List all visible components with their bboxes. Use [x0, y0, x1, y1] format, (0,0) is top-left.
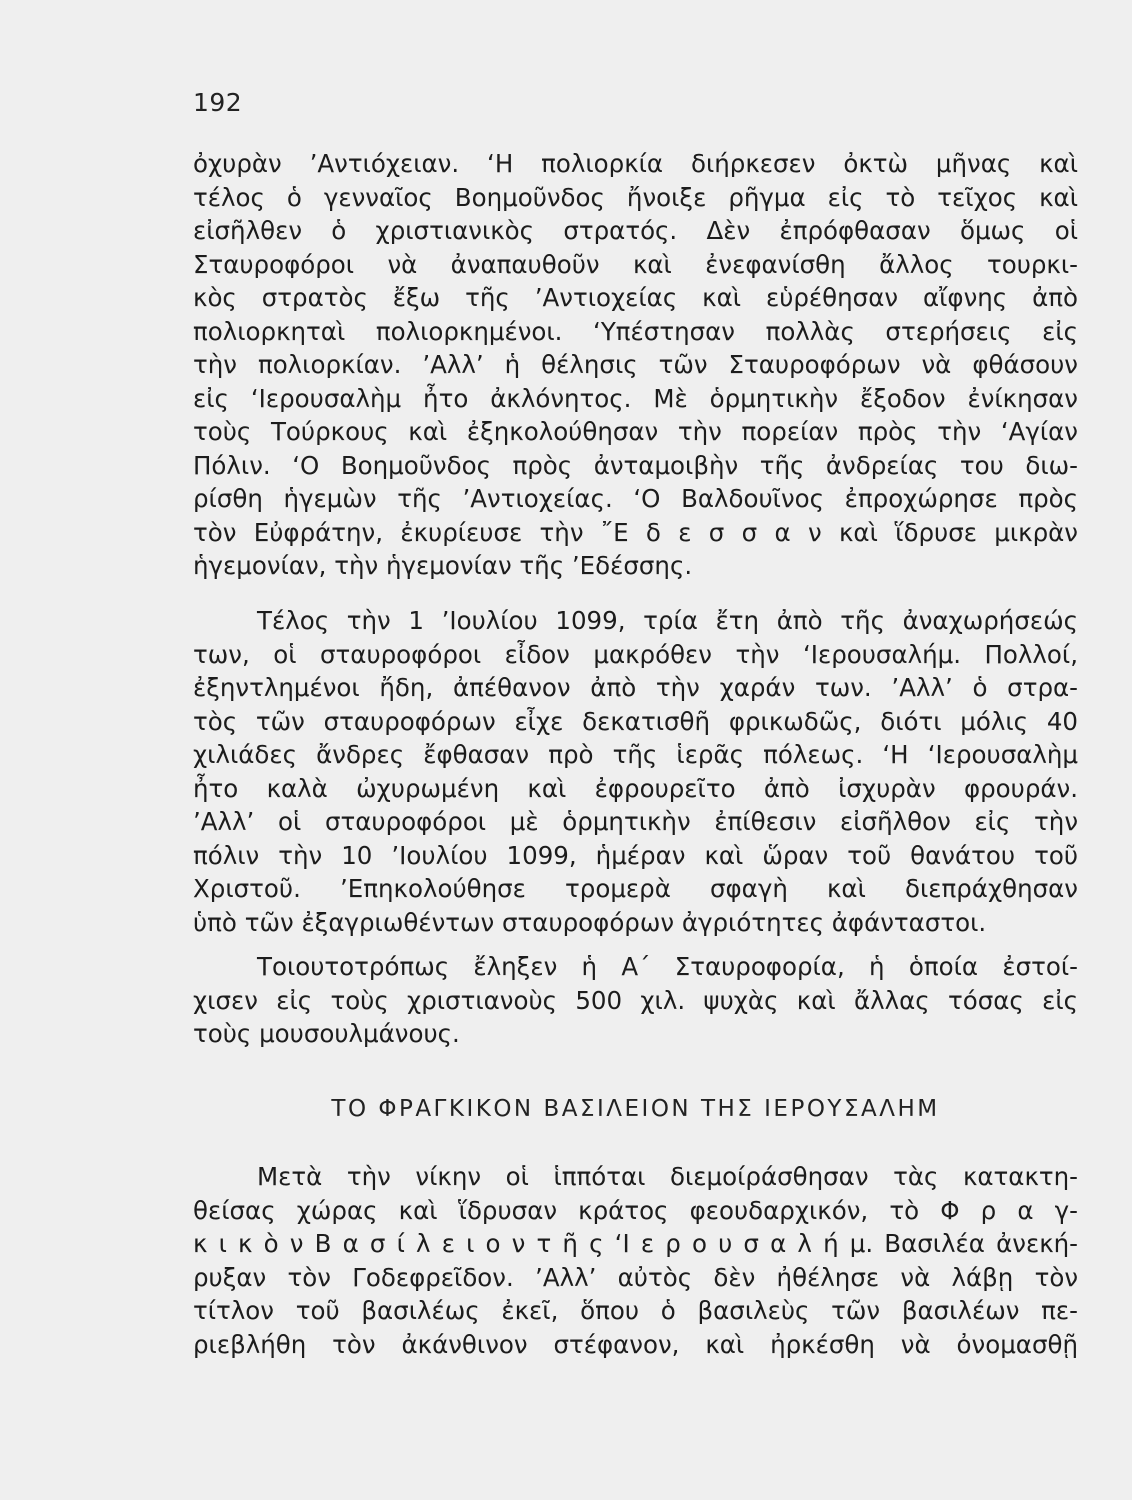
- text-line: ’Αλλ’ οἱ σταυροφόροι μὲ ὁρμητικὴν ἐπίθεσιν εἰσῆλθον εἰς τὴν: [193, 807, 1078, 836]
- text-line: Τέλος τὴν 1 ’Ιουλίου 1099, τρία ἔτη ἀπὸ τῆς ἀναχωρήσεώς: [257, 606, 1078, 635]
- text-line: Μετὰ τὴν νίκην οἱ ἱππόται διεμοίράσθησαν τὰς κατακτη-: [257, 1162, 1078, 1191]
- text-line: Τοιουτοτρόπως ἔληξεν ἡ Α΄ Σταυροφορία, ἡ ὁποία ἐστοί-: [257, 952, 1078, 981]
- section-heading: ΤΟ ΦΡΑΓΚΙΚΟΝ ΒΑΣΙΛΕΙΟΝ ΤΗΣ ΙΕΡΟΥΣΑΛΗΜ: [331, 1096, 940, 1122]
- paragraph-1: [193, 147, 1078, 583]
- text-line: χισεν εἰς τοὺς χριστιανοὺς 500 χιλ. ψυχὰς καὶ ἄλλας τόσας εἰς: [193, 985, 1078, 1015]
- text-line: ριεβλήθη τὸν ἀκάνθινον στέφανον, καὶ ἠρκέσθη νὰ ὀνομασθῇ: [193, 1329, 1078, 1359]
- text-line: τὸς τῶν σταυροφόρων εἶχε δεκατισθῆ φρικωδῶς, διότι μόλις 40: [193, 706, 1078, 736]
- text-line: τοὺς Τούρκους καὶ ἐξηκολούθησαν τὴν πορείαν πρὸς τὴν ‘Αγίαν: [193, 417, 1078, 446]
- text-line: ὀχυρὰν ’Αντιόχειαν. ‘Η πολιορκία διήρκεσεν ὀκτὼ μῆνας καὶ: [193, 149, 1078, 178]
- text-line: κ ι κ ὸ ν Β α σ ί λ ε ι ο ν τ ῆ ς ‘Ι ε ρ ο υ σ α λ ή μ. Βασιλέα ἀνεκή-: [193, 1229, 1078, 1258]
- page-number: 192: [193, 88, 243, 117]
- text-line: των, οἱ σταυροφόροι εἶδον μακρόθεν τὴν ‘Ιερουσαλήμ. Πολλοί,: [193, 639, 1078, 669]
- text-line: ἡγεμονίαν, τὴν ἡγεμονίαν τῆς ’Εδέσσης.: [193, 551, 693, 580]
- text-line: ρίσθη ἡγεμὼν τῆς ’Αντιοχείας. ‘Ο Βαλδουῖνος ἐπροχώρησε πρὸς: [193, 484, 1078, 513]
- paragraph-4: [193, 1160, 1078, 1361]
- text-line: πολιορκηταὶ πολιορκημένοι. ‘Υπέστησαν πολλὰς στερήσεις εἰς: [193, 316, 1078, 346]
- text-line: θείσας χώρας καὶ ἵδρυσαν κράτος φεουδαρχικόν, τὸ Φ ρ α γ-: [193, 1195, 1078, 1225]
- text-line: ἦτο καλὰ ὠχυρωμένη καὶ ἐφρουρεῖτο ἀπὸ ἰσχυρὰν φρουράν.: [193, 773, 1078, 803]
- text-line: Χριστοῦ. ’Επηκολούθησε τρομερὰ σφαγὴ καὶ διεπράχθησαν: [193, 874, 1078, 903]
- text-line: τὸν Εὐφράτην, ἐκυρίευσε τὴν ῎Ε δ ε σ σ α ν καὶ ἵδρυσε μικρὰν: [193, 517, 1078, 547]
- text-line: ρυξαν τὸν Γοδεφρεῖδον. ’Αλλ’ αὐτὸς δὲν ἠθέλησε νὰ λάβῃ τὸν: [193, 1262, 1078, 1292]
- paragraph-3: [193, 950, 1078, 1051]
- text-line: πόλιν τὴν 10 ’Ιουλίου 1099, ἡμέραν καὶ ὥραν τοῦ θανάτου τοῦ: [193, 840, 1078, 870]
- text-line: τέλος ὁ γενναῖος Βοημοῦνδος ἤνοιξε ρῆγμα εἰς τὸ τεῖχος καὶ: [193, 182, 1078, 212]
- text-line: ἐξηντλημένοι ἤδη, ἀπέθανον ἀπὸ τὴν χαράν των. ’Αλλ’ ὁ στρα-: [193, 673, 1078, 702]
- text-line: εἰς ‘Ιερουσαλὴμ ἦτο ἀκλόνητος. Μὲ ὁρμητικὴν ἔξοδον ἐνίκησαν: [193, 383, 1078, 413]
- paragraph-2: [193, 604, 1078, 939]
- text-line: τοὺς μουσουλμάνους.: [193, 1019, 460, 1048]
- text-line: κὸς στρατὸς ἔξω τῆς ’Αντιοχείας καὶ εὑρέθησαν αἴφνης ἀπὸ: [193, 283, 1078, 312]
- text-line: ὑπὸ τῶν ἐξαγριωθέντων σταυροφόρων ἀγριότητες ἀφάνταστοι.: [193, 907, 987, 937]
- text-line: τίτλον τοῦ βασιλέως ἐκεῖ, ὅπου ὁ βασιλεὺς τῶν βασιλέων πε-: [193, 1296, 1078, 1325]
- text-line: Πόλιν. ‘Ο Βοημοῦνδος πρὸς ἀνταμοιβὴν τῆς ἀνδρείας του διω-: [193, 450, 1078, 480]
- text-line: χιλιάδες ἄνδρες ἔφθασαν πρὸ τῆς ἱερᾶς πόλεως. ‘Η ‘Ιερουσαλὴμ: [193, 740, 1078, 769]
- text-line: εἰσῆλθεν ὁ χριστιανικὸς στρατός. Δὲν ἐπρόφθασαν ὅμως οἱ: [193, 216, 1078, 245]
- text-line: Σταυροφόροι νὰ ἀναπαυθοῦν καὶ ἐνεφανίσθη ἄλλος τουρκι-: [193, 249, 1078, 279]
- text-line: τὴν πολιορκίαν. ’Αλλ’ ἡ θέλησις τῶν Σταυροφόρων νὰ φθάσουν: [193, 350, 1078, 379]
